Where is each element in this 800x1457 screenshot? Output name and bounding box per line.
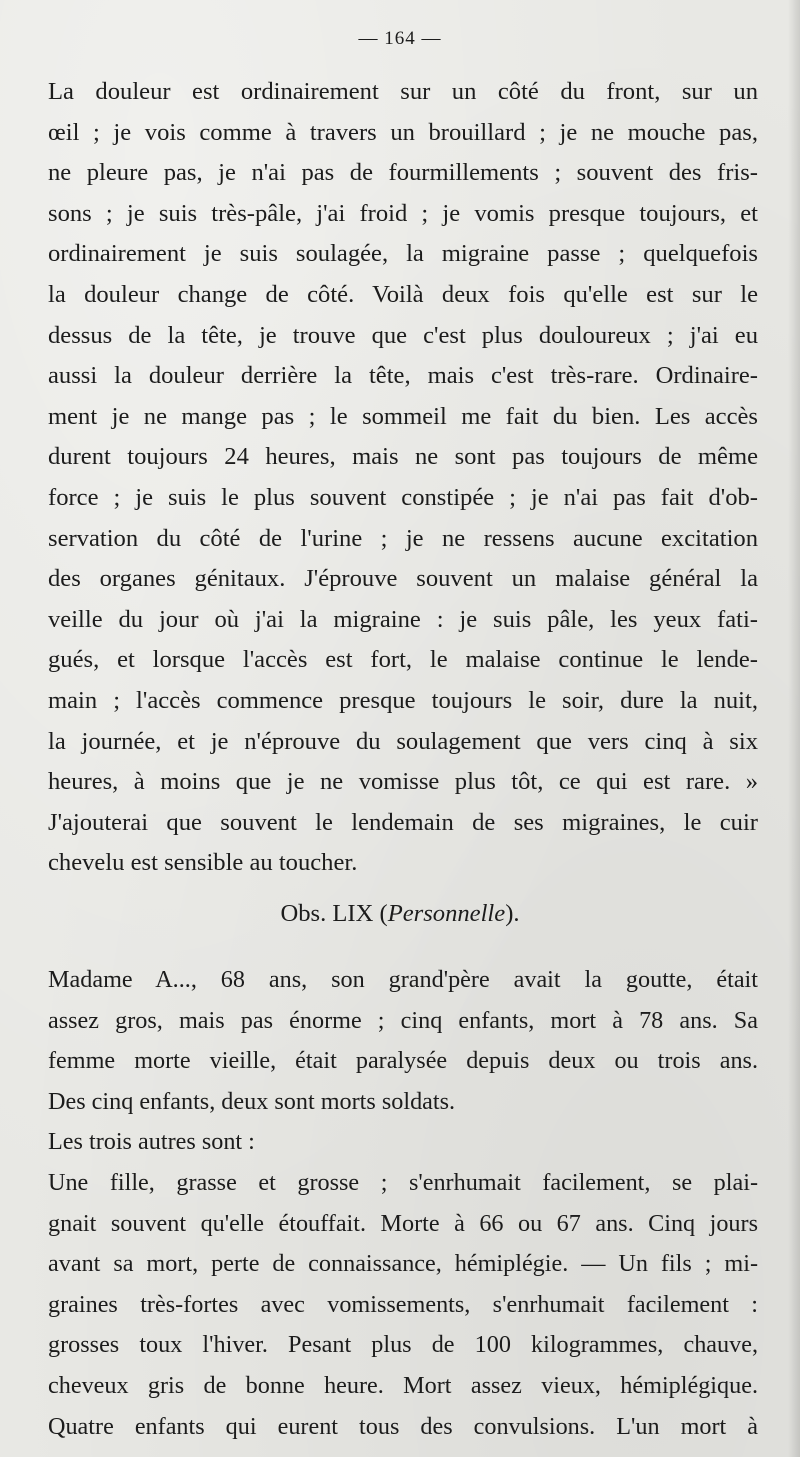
paragraph-patient-testimony bbox=[48, 72, 758, 884]
text-line: ne pleure pas, je n'ai pas de fourmillements ; souvent des fris- bbox=[48, 159, 758, 187]
text-line: des organes génitaux. J'éprouve souvent un malaise général la bbox=[48, 565, 758, 593]
text-line: chevelu est sensible au toucher. bbox=[48, 849, 358, 877]
text-line: main ; l'accès commence presque toujours le soir, dure la nuit, bbox=[48, 686, 758, 714]
page-number: — 164 — bbox=[358, 28, 442, 49]
text-line: gnait souvent qu'elle étouffait. Morte à 66 ou 67 ans. Cinq jours bbox=[48, 1209, 758, 1237]
text-line: ment je ne mange pas ; le sommeil me fait du bien. Les accès bbox=[48, 402, 758, 430]
heading-prefix: Obs. LIX ( bbox=[280, 900, 388, 927]
text-line: heures, à moins que je ne vomisse plus tôt, ce qui est rare. » bbox=[48, 768, 758, 796]
text-line: Une fille, grasse et grosse ; s'enrhumait facilement, se plai- bbox=[48, 1168, 758, 1196]
text-line: servation du côté de l'urine ; je ne ressens aucune excitation bbox=[48, 524, 758, 552]
page-edge-shadow bbox=[788, 0, 800, 1457]
text-line: Des cinq enfants, deux sont morts soldats. bbox=[48, 1087, 456, 1115]
text-line: ordinairement je suis soulagée, la migraine passe ; quelquefois bbox=[48, 240, 758, 268]
text-line: femme morte vieille, était paralysée depuis deux ou trois ans. bbox=[48, 1047, 758, 1075]
text-line: la journée, et je n'éprouve du soulagement que vers cinq à six bbox=[48, 727, 758, 755]
paragraph-observation-lix bbox=[48, 960, 758, 1447]
text-line: Les trois autres sont : bbox=[48, 1128, 255, 1156]
text-line: force ; je suis le plus souvent constipée ; je n'ai pas fait d'ob- bbox=[48, 483, 758, 511]
observation-heading bbox=[0, 894, 800, 935]
heading-italic: Personnelle bbox=[387, 900, 506, 927]
heading-suffix: ). bbox=[505, 900, 520, 927]
text-line: aussi la douleur derrière la tête, mais c'est très-rare. Ordinaire- bbox=[48, 362, 758, 390]
text-line: La douleur est ordinairement sur un côté du front, sur un bbox=[48, 78, 758, 105]
text-line: J'ajouterai que souvent le lendemain de ses migraines, le cuir bbox=[48, 808, 758, 836]
text-line: assez gros, mais pas énorme ; cinq enfants, mort à 78 ans. Sa bbox=[48, 1006, 758, 1034]
text-line: avant sa mort, perte de connaissance, hémiplégie. — Un fils ; mi- bbox=[48, 1250, 758, 1278]
text-line: œil ; je vois comme à travers un brouillard ; je ne mouche pas, bbox=[48, 118, 758, 146]
text-line: grosses toux l'hiver. Pesant plus de 100 kilogrammes, chauve, bbox=[48, 1331, 758, 1359]
text-line: cheveux gris de bonne heure. Mort assez vieux, hémiplégique. bbox=[48, 1371, 758, 1399]
text-line: veille du jour où j'ai la migraine : je suis pâle, les yeux fati- bbox=[48, 605, 758, 633]
text-line: dessus de la tête, je trouve que c'est plus douloureux ; j'ai eu bbox=[48, 321, 758, 349]
text-line: gués, et lorsque l'accès est fort, le malaise continue le lende- bbox=[48, 646, 758, 674]
text-line: Madame A..., 68 ans, son grand'père avait la goutte, était bbox=[48, 966, 758, 993]
text-line: la douleur change de côté. Voilà deux fois qu'elle est sur le bbox=[48, 280, 758, 308]
text-line: sons ; je suis très-pâle, j'ai froid ; je vomis presque toujours, et bbox=[48, 199, 758, 227]
text-line: graines très-fortes avec vomissements, s'enrhumait facilement : bbox=[48, 1290, 758, 1318]
text-line: durent toujours 24 heures, mais ne sont pas toujours de même bbox=[48, 443, 758, 471]
text-line: Quatre enfants qui eurent tous des convulsions. L'un mort à bbox=[48, 1412, 758, 1440]
